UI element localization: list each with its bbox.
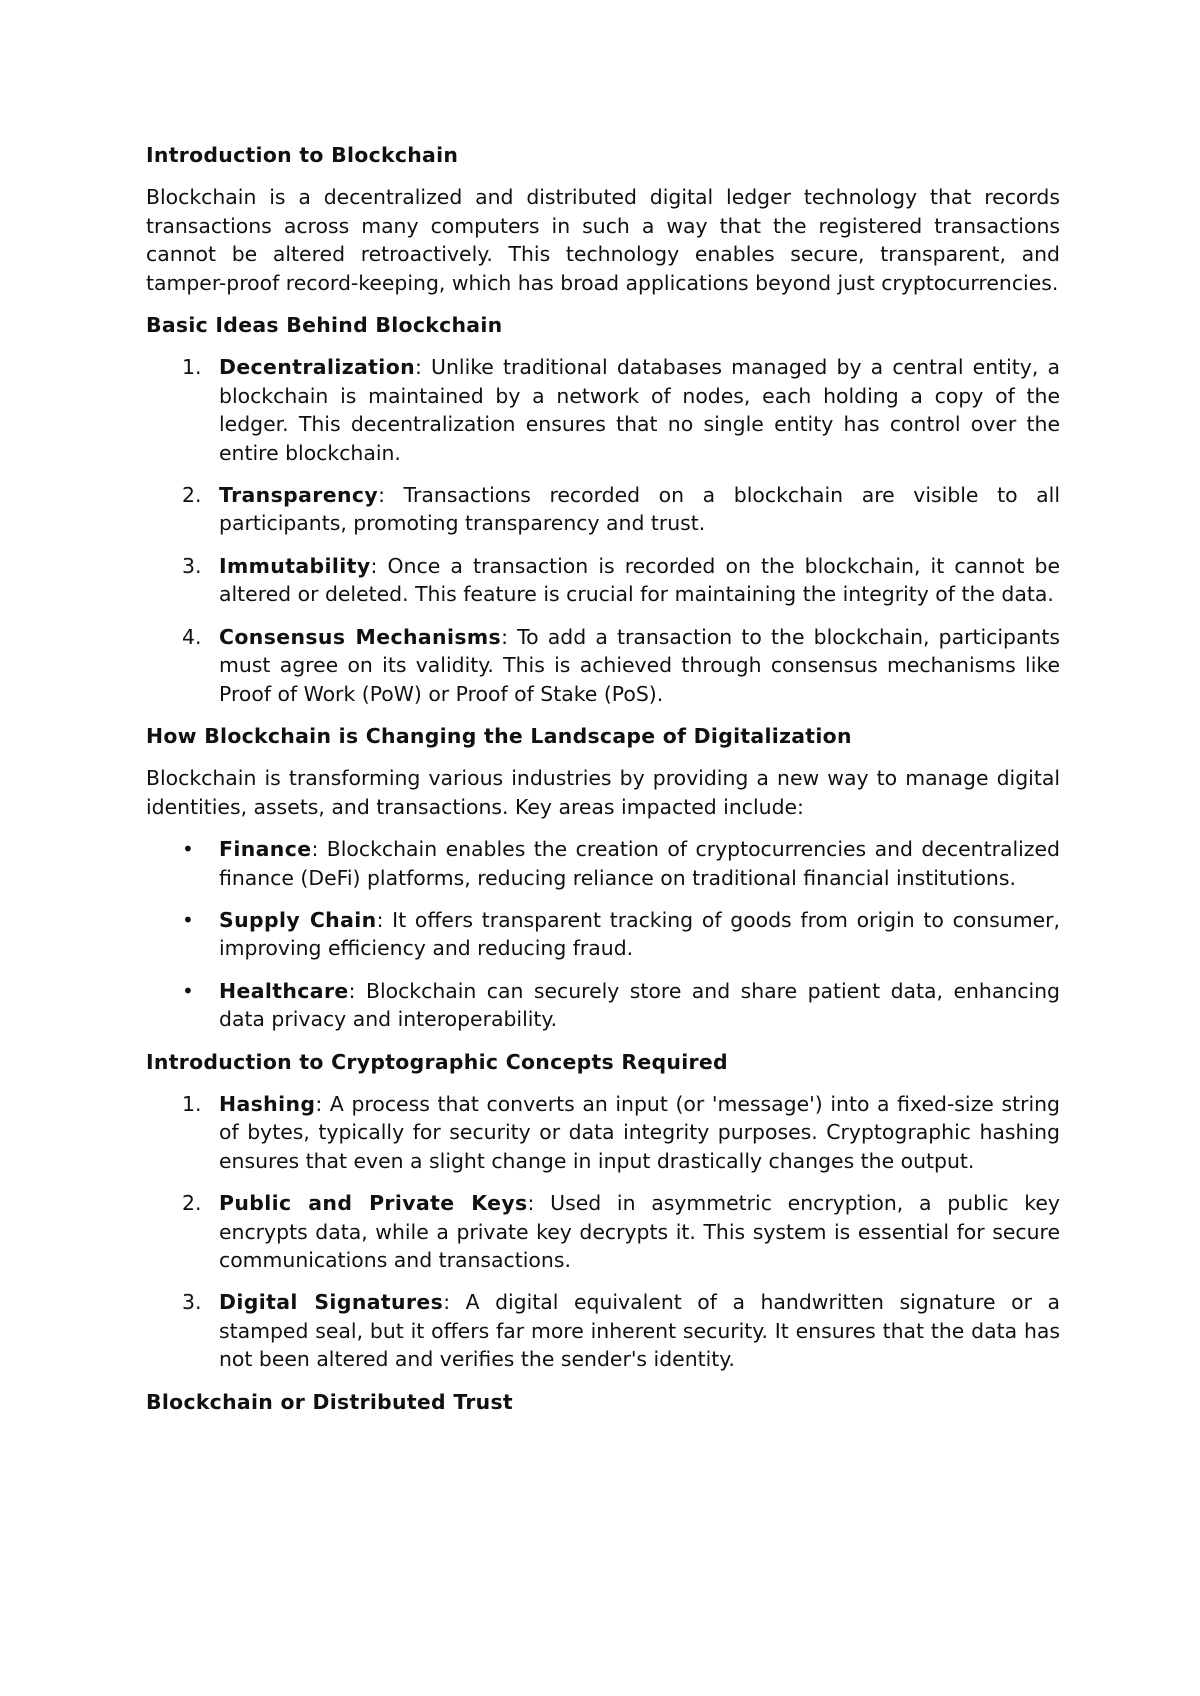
list-item-text: : Transactions recorded on a blockchain are visible to all participants, promoting transparency and trust. [219, 483, 1060, 536]
list-item-term: Hashing [219, 1091, 316, 1116]
list-marker: 1. [182, 1091, 202, 1116]
list-item-term: Consensus Mechanisms [219, 624, 502, 649]
list-item-text: : Unlike traditional databases managed by a central entity, a blockchain is maintained by a network of nodes, each holding a copy of the ledger. This decentralization ensures that no single entity has control over the entire blockchain. [219, 355, 1060, 465]
bullet-item [146, 977, 1060, 1034]
bullet-item-term: Supply Chain [219, 907, 377, 932]
bullet-marker: • [182, 837, 194, 862]
landscape-paragraph: Blockchain is transforming various industries by providing a new way to manage digital identities, assets, and transactions. Key areas impacted include: [146, 766, 1060, 819]
bullet-marker: • [182, 907, 194, 932]
section-heading-basic-ideas: Basic Ideas Behind Blockchain [146, 313, 503, 338]
bullet-item-text: : Blockchain can securely store and share patient data, enhancing data privacy and interoperability. [219, 978, 1060, 1032]
crypto-concepts-list [146, 1090, 1060, 1374]
list-item-text: : Once a transaction is recorded on the blockchain, it cannot be altered or deleted. This feature is crucial for maintaining the integrity of the data. [219, 553, 1060, 607]
list-item [146, 552, 1060, 609]
document-page [146, 141, 1060, 1430]
list-item [146, 1189, 1060, 1274]
list-item-term: Digital Signatures [219, 1290, 444, 1315]
section-heading-trust: Blockchain or Distributed Trust [146, 1389, 513, 1414]
bullet-item-term: Healthcare [219, 978, 349, 1003]
list-item-term: Immutability [219, 553, 371, 578]
list-item [146, 1090, 1060, 1175]
bullet-item [146, 835, 1060, 892]
landscape-bullet-list [146, 835, 1060, 1033]
list-item [146, 623, 1060, 708]
bullet-item-term: Finance [219, 837, 312, 862]
section-heading-intro: Introduction to Blockchain [146, 143, 459, 167]
bullet-item-text: : It offers transparent tracking of goods from origin to consumer, improving efficiency and reducing fraud. [219, 907, 1060, 961]
list-marker: 3. [182, 553, 202, 578]
bullet-item [146, 906, 1060, 963]
bullet-marker: • [182, 978, 194, 1003]
intro-paragraph: Blockchain is a decentralized and distributed digital ledger technology that records transactions across many computers in such a way that the registered transactions cannot be altered retroactively. This technology enables secure, transparent, and tamper-proof record-keeping, which has broad applications beyond just cryptocurrencies. [146, 185, 1060, 295]
list-item [146, 353, 1060, 467]
list-marker: 2. [182, 1191, 202, 1216]
list-item [146, 1288, 1060, 1373]
bullet-item-text: : Blockchain enables the creation of cryptocurrencies and decentralized finance (DeFi) platforms, reducing reliance on traditional financial institutions. [219, 837, 1060, 890]
list-marker: 3. [182, 1290, 202, 1315]
section-heading-crypto: Introduction to Cryptographic Concepts Required [146, 1049, 728, 1074]
list-marker: 1. [182, 355, 202, 380]
list-item-text: : To add a transaction to the blockchain, participants must agree on its validity. This is achieved through consensus mechanisms like Proof of Work (PoW) or Proof of Stake (PoS). [219, 624, 1060, 706]
basic-ideas-list [146, 353, 1060, 707]
list-item-term: Decentralization [219, 355, 416, 380]
section-heading-landscape: How Blockchain is Changing the Landscape of Digitalization [146, 723, 852, 748]
list-item-term: Transparency [219, 483, 379, 508]
list-item-text: : A digital equivalent of a handwritten signature or a stamped seal, but it offers far more inherent security. It ensures that the data has not been altered and verifies the sender's identity. [219, 1290, 1060, 1372]
list-item [146, 481, 1060, 538]
list-item-text: : Used in asymmetric encryption, a public key encrypts data, while a private key decrypts it. This system is essential for secure communications and transactions. [219, 1191, 1060, 1272]
list-item-text: : A process that converts an input (or 'message') into a fixed-size string of bytes, typically for security or data integrity purposes. Cryptographic hashing ensures that even a slight change in input drastically changes the output. [219, 1091, 1060, 1173]
list-marker: 4. [182, 624, 202, 649]
list-marker: 2. [182, 483, 202, 508]
list-item-term: Public and Private Keys [219, 1191, 528, 1216]
